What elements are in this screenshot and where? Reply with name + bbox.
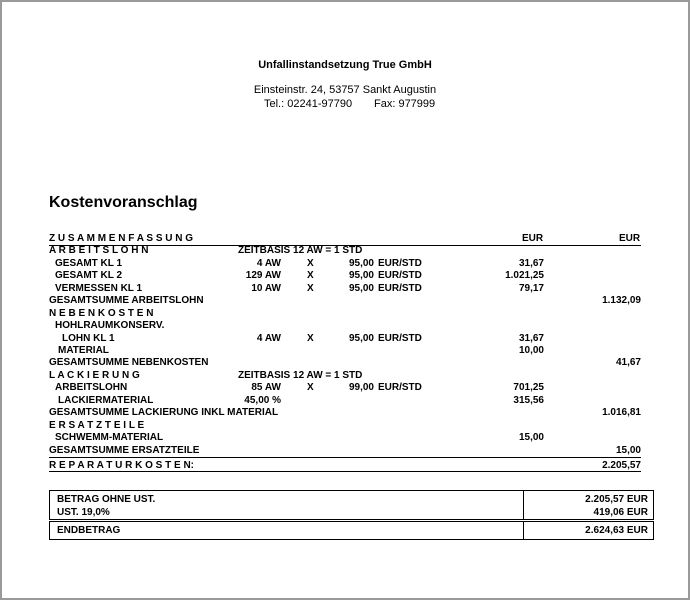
company-phone: Tel.: 02241-97790	[264, 98, 353, 110]
vat-label: UST. 19,0%	[57, 507, 110, 518]
final-amount-box	[49, 521, 654, 540]
row-multiplier: X	[307, 333, 314, 344]
row-description: E R S A T Z T E I L E	[49, 420, 145, 431]
row-subtotal: 1.132,09	[602, 295, 641, 306]
vat-value: 419,06 EUR	[593, 507, 648, 518]
row-quantity: 10 AW	[251, 283, 281, 294]
section-header: Z U S A M M E N F A S S U N G	[49, 233, 194, 244]
column-header-eur-1: EUR	[522, 233, 544, 244]
table-row	[0, 245, 690, 257]
company-name: Unfallinstandsetzung True GmbH	[258, 59, 432, 71]
row-subtotal: 2.205,57	[602, 460, 641, 471]
row-unit: EUR/STD	[378, 333, 422, 344]
row-description: GESAMTSUMME NEBENKOSTEN	[49, 357, 209, 368]
row-description: GESAMTSUMME ARBEITSLOHN	[49, 295, 204, 306]
table-row	[0, 445, 690, 457]
table-row	[0, 432, 690, 444]
row-multiplier: X	[307, 283, 314, 294]
total-rule	[49, 471, 641, 472]
row-amount: 701,25	[513, 382, 544, 393]
row-description: ARBEITSLOHN	[55, 382, 128, 393]
table-row	[0, 407, 690, 419]
row-multiplier: X	[307, 258, 314, 269]
row-description: GESAMTSUMME LACKIERUNG INKL MATERIAL	[49, 407, 279, 418]
row-subtotal: 1.016,81	[602, 407, 641, 418]
totals-box	[49, 490, 654, 520]
row-rate: 95,00	[348, 270, 374, 281]
row-amount: 31,67	[518, 333, 544, 344]
row-description: VERMESSEN KL 1	[55, 283, 143, 294]
row-rate: 95,00	[348, 333, 374, 344]
row-quantity: 4 AW	[256, 258, 281, 269]
table-row	[0, 333, 690, 345]
row-unit: EUR/STD	[378, 283, 422, 294]
row-quantity: 129 AW	[245, 270, 281, 281]
row-description: SCHWEMM-MATERIAL	[55, 432, 164, 443]
row-amount: 1.021,25	[505, 270, 544, 281]
row-description: GESAMT KL 2	[55, 270, 123, 281]
row-quantity: 45,00 %	[244, 395, 281, 406]
table-row	[0, 270, 690, 282]
table-row	[0, 308, 690, 320]
row-description: LOHN KL 1	[62, 333, 115, 344]
row-multiplier: X	[307, 382, 314, 393]
row-quantity: 4 AW	[256, 333, 281, 344]
document-title: Kostenvoranschlag	[49, 194, 198, 211]
final-amount-label: ENDBETRAG	[57, 525, 121, 536]
row-amount: 15,00	[518, 432, 544, 443]
row-subtotal: 41,67	[615, 357, 641, 368]
row-description: A R B E I T S L O H N	[49, 245, 149, 256]
table-row	[0, 370, 690, 382]
row-rate: 95,00	[348, 283, 374, 294]
table-row	[0, 345, 690, 357]
row-description: GESAMT KL 1	[55, 258, 123, 269]
row-description: L A C K I E R U N G	[49, 370, 140, 381]
row-description: R E P A R A T U R K O S T E N:	[49, 460, 195, 471]
row-description: LACKIERMATERIAL	[58, 395, 154, 406]
row-unit: EUR/STD	[378, 382, 422, 393]
net-amount-value: 2.205,57 EUR	[585, 494, 648, 505]
row-amount: 10,00	[518, 345, 544, 356]
row-amount: 31,67	[518, 258, 544, 269]
row-amount: 315,56	[513, 395, 544, 406]
final-amount-value: 2.624,63 EUR	[585, 525, 648, 536]
row-subtotal: 15,00	[615, 445, 641, 456]
table-row	[0, 283, 690, 295]
table-row	[0, 382, 690, 394]
row-rate: 95,00	[348, 258, 374, 269]
table-row	[0, 395, 690, 407]
table-row	[0, 258, 690, 270]
company-address: Einsteinstr. 24, 53757 Sankt Augustin	[253, 84, 437, 96]
company-fax: Fax: 977999	[374, 98, 436, 110]
ersatzteile-rule	[49, 457, 641, 458]
row-unit: EUR/STD	[378, 270, 422, 281]
table-row	[0, 320, 690, 332]
table-row	[0, 357, 690, 369]
column-header-eur-2: EUR	[619, 233, 641, 244]
row-quantity: 85 AW	[251, 382, 281, 393]
row-description: GESAMTSUMME ERSATZTEILE	[49, 445, 200, 456]
row-description: N E B E N K O S T E N	[49, 308, 154, 319]
row-quantity: ZEITBASIS 12 AW = 1 STD	[238, 370, 363, 381]
table-row	[0, 295, 690, 307]
row-multiplier: X	[307, 270, 314, 281]
table-row	[0, 420, 690, 432]
net-amount-label: BETRAG OHNE UST.	[57, 494, 156, 505]
row-quantity: ZEITBASIS 12 AW = 1 STD	[238, 245, 363, 256]
row-description: HOHLRAUMKONSERV.	[55, 320, 165, 331]
row-amount: 79,17	[518, 283, 544, 294]
row-unit: EUR/STD	[378, 258, 422, 269]
row-rate: 99,00	[348, 382, 374, 393]
row-description: MATERIAL	[58, 345, 109, 356]
